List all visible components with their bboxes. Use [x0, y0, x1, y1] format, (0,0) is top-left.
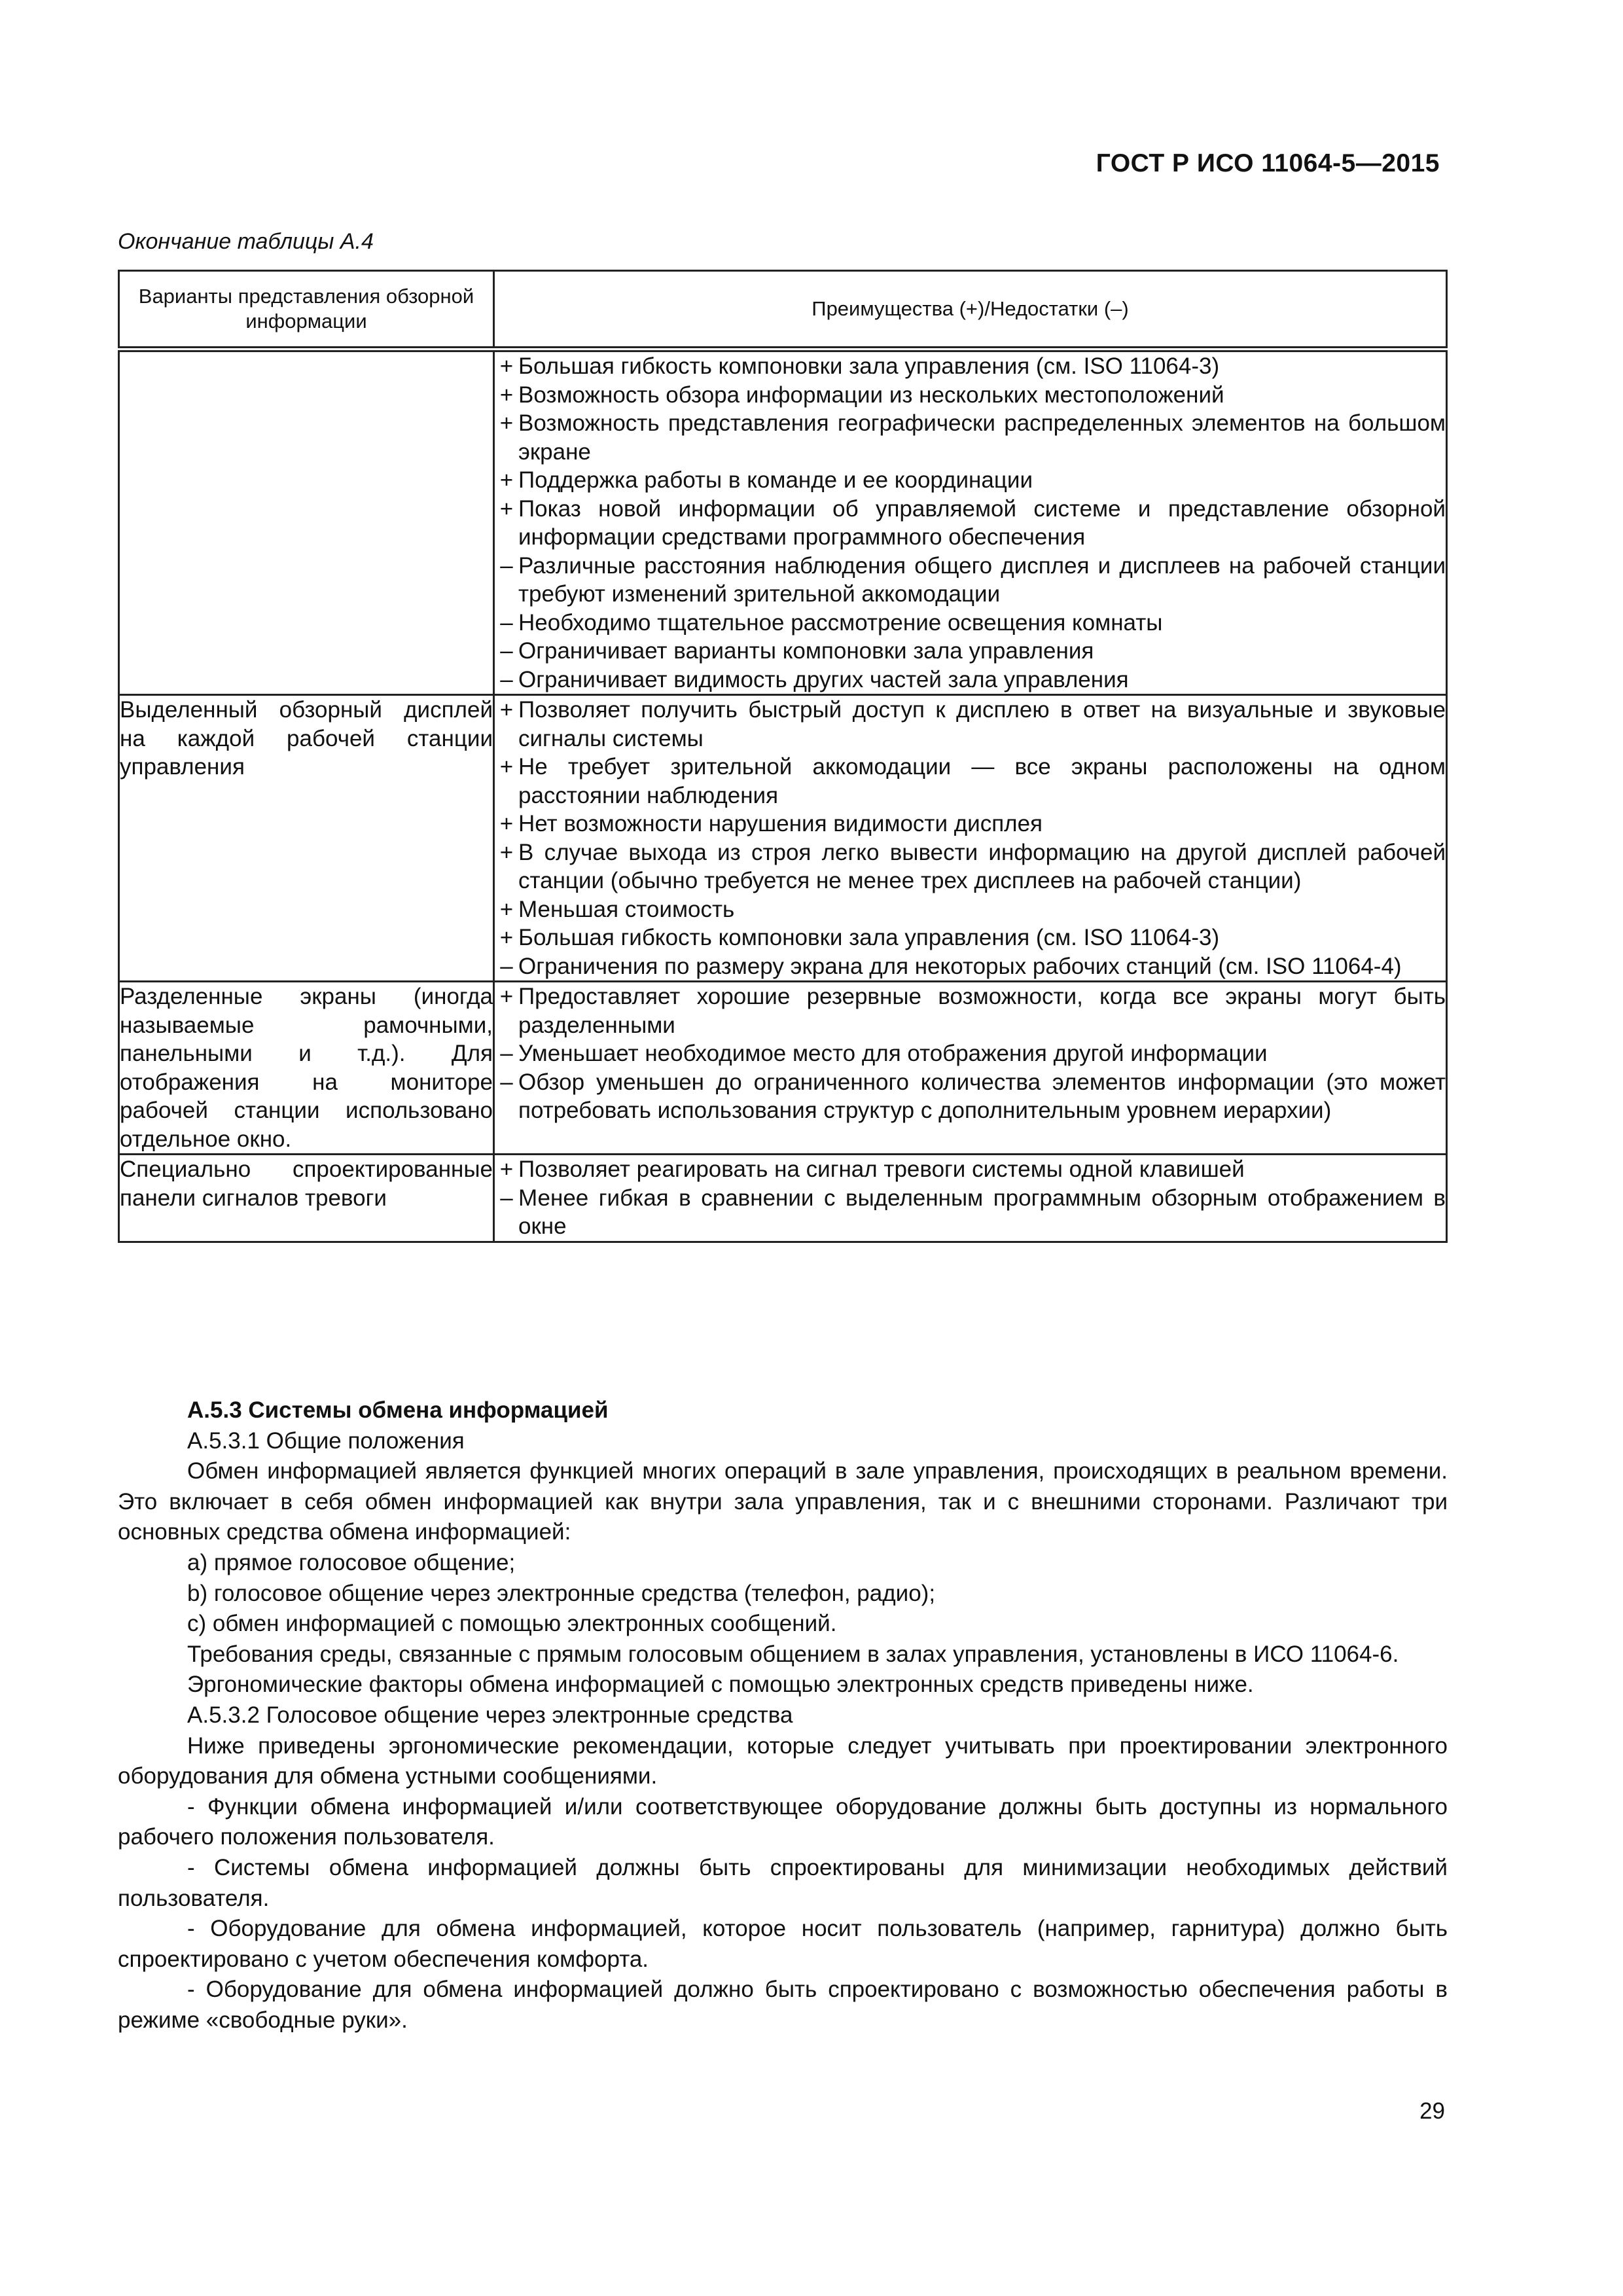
bullet-item: - Системы обмена информацией должны быть спроектированы для минимизации необходимых действий пользователя.: [118, 1854, 1448, 1911]
pros-cons-item: [495, 666, 1446, 694]
pros-cons-item: [495, 1184, 1446, 1241]
disadvantage-sign: –: [500, 666, 513, 692]
pros-cons-item: [495, 838, 1446, 895]
table-header-row: [119, 271, 1447, 350]
disadvantage-sign: –: [500, 1069, 513, 1095]
advantage-sign: +: [499, 811, 514, 836]
document-code: ГОСТ Р ИСО 11064-5—2015: [1096, 149, 1440, 177]
pros-cons-text: Ограничивает варианты компоновки зала управления: [518, 638, 1094, 664]
paragraph: Эргономические факторы обмена информацией с помощью электронных средств приведены ниже.: [187, 1672, 1254, 1698]
pros-cons-item: [495, 1155, 1446, 1184]
table-row: [119, 982, 1447, 1155]
pros-cons-item: [495, 924, 1446, 952]
pros-cons-item: [495, 637, 1446, 666]
table-row: [119, 350, 1447, 695]
list-item: a) прямое голосовое общение;: [187, 1549, 516, 1575]
pros-cons-text: Позволяет реагировать на сигнал тревоги системы одной клавишей: [518, 1157, 1245, 1182]
options-table: [118, 270, 1448, 1243]
page-number: 29: [1419, 2098, 1445, 2124]
paragraph: Требования среды, связанные с прямым голосовым общением в залах управления, установлены в ИСО 11064-6.: [187, 1641, 1399, 1667]
pros-cons-text: Поддержка работы в команде и ее координации: [518, 467, 1033, 493]
pros-cons-text: В случае выхода из строя легко вывести информацию на другой дисплей рабочей станции (обычно требуется не менее трех дисплеев на рабочей станции): [518, 839, 1446, 893]
pros-cons-text: Предоставляет хорошие резервные возможности, когда все экраны могут быть разделенными: [518, 984, 1446, 1038]
disadvantage-sign: –: [500, 1041, 513, 1066]
paragraph: Обмен информацией является функцией многих операций в зале управления, происходящих в реальном времени. Это включает в себя обмен информацией как внутри зала управления, так и с внешними сторонами. Различают три основных средства обмена информацией:: [118, 1458, 1448, 1545]
pros-cons-item: [495, 609, 1446, 637]
pros-cons-cell: [494, 982, 1447, 1155]
advantage-sign: +: [499, 697, 514, 723]
pros-cons-item: [495, 409, 1446, 466]
pros-cons-item: [495, 952, 1446, 981]
disadvantage-sign: –: [500, 609, 513, 636]
advantage-sign: +: [499, 495, 514, 522]
pros-cons-text: Ограничивает видимость других частей зала управления: [518, 666, 1129, 692]
advantage-sign: +: [499, 1157, 514, 1182]
subsection-title: А.5.3.2 Голосовое общение через электронные средства: [187, 1702, 793, 1728]
pros-cons-item: [495, 696, 1446, 753]
paragraph: Ниже приведены эргономические рекомендации, которые следует учитывать при проектировании электронного оборудования для обмена устными сообщениями.: [118, 1732, 1448, 1789]
option-cell: [119, 350, 494, 695]
bullet-item: - Оборудование для обмена информацией должно быть спроектировано с возможностью обеспечения работы в режиме «свободные руки».: [118, 1977, 1448, 2033]
pros-cons-text: Не требует зрительной аккомодации — все экраны расположены на одном расстоянии наблюдения: [518, 754, 1446, 808]
pros-cons-item: [495, 753, 1446, 810]
table-body: [119, 350, 1447, 1242]
table-header-options: Варианты представления обзорной информации: [119, 271, 494, 350]
section-body: [118, 1395, 1448, 2036]
list-item: b) голосовое общение через электронные средства (телефон, радио);: [187, 1580, 936, 1606]
pros-cons-text: Ограничения по размеру экрана для некоторых рабочих станций (см. ISO 11064-4): [518, 953, 1402, 979]
bullet-item: - Оборудование для обмена информацией, которое носит пользователь (например, гарнитура) должно быть спроектировано с учетом обеспечения комфорта.: [118, 1916, 1448, 1972]
bullet-item: - Функции обмена информацией и/или соответствующее оборудование должны быть доступны из нормального рабочего положения пользователя.: [118, 1793, 1448, 1850]
pros-cons-text: Меньшая стоимость: [518, 896, 735, 922]
pros-cons-text: Различные расстояния наблюдения общего дисплея и дисплеев на рабочей станции требуют изменений зрительной аккомодации: [518, 552, 1446, 607]
disadvantage-sign: –: [500, 953, 513, 979]
section-title: А.5.3 Системы обмена информацией: [187, 1397, 609, 1423]
pros-cons-item: [495, 381, 1446, 410]
disadvantage-sign: –: [500, 638, 513, 664]
advantage-sign: +: [499, 839, 514, 865]
pros-cons-text: Необходимо тщательное рассмотрение освещения комнаты: [518, 609, 1163, 636]
table-header-pros-cons: Преимущества (+)/Недостатки (–): [494, 271, 1447, 350]
pros-cons-item: [495, 1039, 1446, 1068]
advantage-sign: +: [499, 984, 514, 1009]
pros-cons-item: [495, 895, 1446, 924]
pros-cons-item: [495, 552, 1446, 609]
advantage-sign: +: [499, 353, 514, 379]
table-caption: Окончание таблицы А.4: [118, 229, 374, 254]
table-row: [119, 1155, 1447, 1242]
pros-cons-text: Возможность представления географически распределенных элементов на большом экране: [518, 410, 1446, 465]
advantage-sign: +: [499, 382, 514, 408]
pros-cons-cell: [494, 350, 1447, 695]
pros-cons-item: [495, 495, 1446, 552]
pros-cons-text: Возможность обзора информации из нескольких местоположений: [518, 382, 1224, 408]
advantage-sign: +: [499, 410, 514, 436]
pros-cons-text: Менее гибкая в сравнении с выделенным программным обзорным отображением в окне: [518, 1185, 1446, 1239]
disadvantage-sign: –: [500, 1185, 513, 1211]
pros-cons-item: [495, 1068, 1446, 1125]
pros-cons-text: Позволяет получить быстрый доступ к дисплею в ответ на визуальные и звуковые сигналы системы: [518, 697, 1446, 751]
pros-cons-text: Большая гибкость компоновки зала управления (см. ISO 11064-3): [518, 353, 1220, 379]
pros-cons-text: Обзор уменьшен до ограниченного количества элементов информации (это может потребовать использования структур с дополнительным уровнем иерархии): [518, 1069, 1446, 1123]
pros-cons-item: [495, 810, 1446, 838]
advantage-sign: +: [499, 896, 514, 922]
pros-cons-cell: [494, 1155, 1447, 1242]
subsection-title: А.5.3.1 Общие положения: [187, 1427, 465, 1454]
pros-cons-text: Уменьшает необходимое место для отображения другой информации: [518, 1041, 1268, 1066]
option-cell: Специально спроектированные панели сигналов тревоги: [119, 1155, 494, 1242]
pros-cons-item: [495, 352, 1446, 381]
pros-cons-text: Показ новой информации об управляемой системе и представление обзорной информации средствами программного обеспечения: [518, 495, 1446, 550]
advantage-sign: +: [499, 467, 514, 493]
table-row: [119, 695, 1447, 982]
pros-cons-text: Нет возможности нарушения видимости дисплея: [518, 811, 1043, 836]
pros-cons-item: [495, 466, 1446, 495]
pros-cons-item: [495, 982, 1446, 1039]
option-cell: Выделенный обзорный дисплей на каждой рабочей станции управления: [119, 695, 494, 982]
disadvantage-sign: –: [500, 552, 513, 579]
list-item: c) обмен информацией с помощью электронных сообщений.: [187, 1611, 837, 1637]
advantage-sign: +: [499, 925, 514, 950]
pros-cons-cell: [494, 695, 1447, 982]
advantage-sign: +: [499, 754, 514, 780]
pros-cons-text: Большая гибкость компоновки зала управления (см. ISO 11064-3): [518, 925, 1220, 950]
option-cell: Разделенные экраны (иногда называемые рамочными, панельными и т.д.). Для отображения на мониторе рабочей станции использовано отдельное окно.: [119, 982, 494, 1155]
